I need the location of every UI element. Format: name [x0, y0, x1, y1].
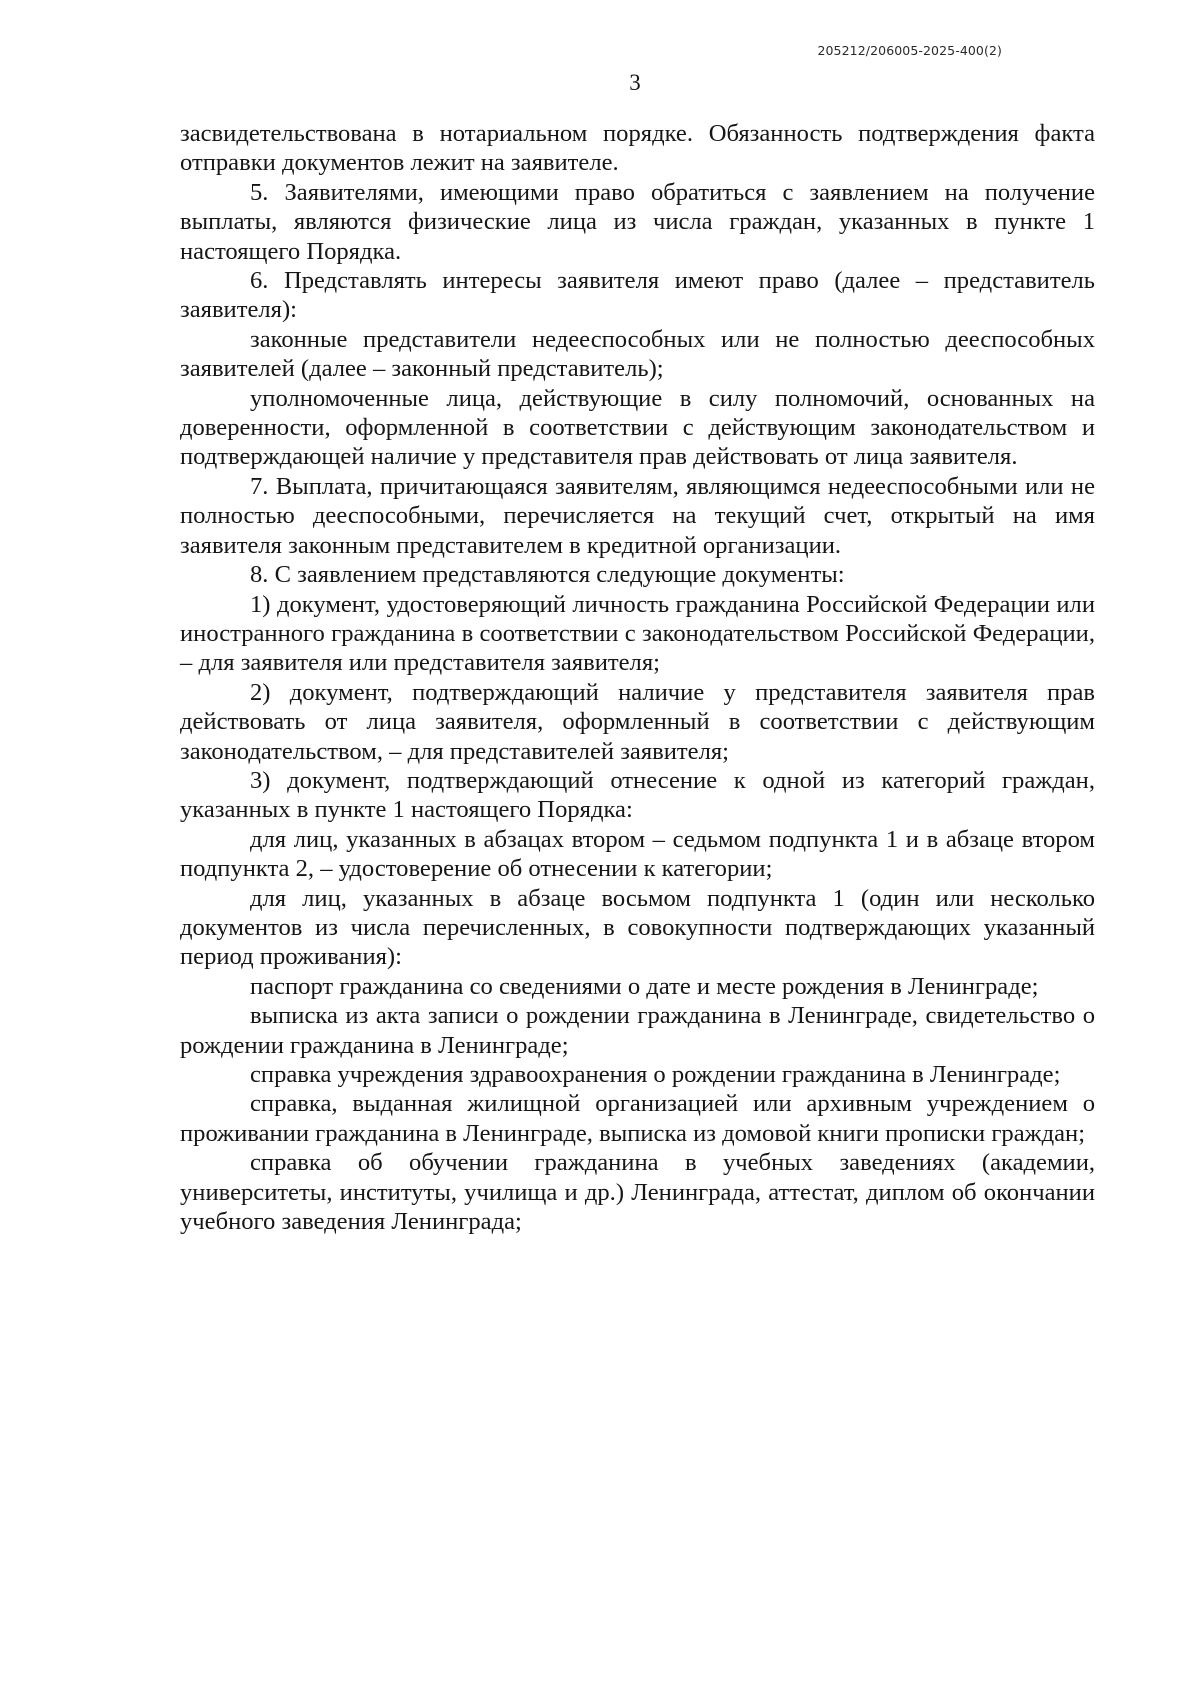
paragraph-health-certificate: справка учреждения здравоохранения о рождении гражданина в Ленинграде; [250, 1061, 1061, 1088]
paragraph-item-5: 5. Заявителями, имеющими право обратиться с заявлением на получение выплаты, являются физические лица из числа граждан, указанных в пункте 1 настоящего Порядка. [180, 178, 1095, 265]
paragraph-continuation: засвидетельствована в нотариальном порядке. Обязанность подтверждения факта отправки документов лежит на заявителе. [180, 120, 1095, 177]
paragraph-authorized-persons: уполномоченные лица, действующие в силу полномочий, основанных на доверенности, оформленной в соответствии с действующим законодательством и подтверждающей наличие у представителя прав действовать от лица заявителя. [180, 384, 1095, 471]
page-number: 3 [629, 70, 641, 95]
paragraph-subitem-1: 1) документ, удостоверяющий личность гражданина Российской Федерации или иностранного гражданина в соответствии с законодательством Российской Федерации, – для заявителя или представителя заявителя; [180, 590, 1095, 677]
paragraph-item-6: 6. Представлять интересы заявителя имеют право (далее – представитель заявителя): [180, 267, 1095, 324]
paragraph-item-7: 7. Выплата, причитающаяся заявителям, являющимся недееспособными или не полностью дееспособными, перечисляется на текущий счет, открытый на имя заявителя законным представителем в кредитной организации. [180, 472, 1095, 559]
document-id: 205212/206005-2025-400(2) [817, 43, 1002, 58]
document-body [180, 119, 1095, 1236]
paragraph-item-8: 8. С заявлением представляются следующие документы: [250, 561, 845, 589]
paragraph-housing-certificate: справка, выданная жилищной организацией или архивным учреждением о проживании гражданина в Ленинграде, выписка из домовой книги прописки граждан; [180, 1090, 1095, 1147]
paragraph-subitem-3: 3) документ, подтверждающий отнесение к одной из категорий граждан, указанных в пункте 1 настоящего Порядка: [180, 766, 1095, 824]
paragraph-education-certificate: справка об обучении гражданина в учебных заведениях (академии, университеты, институты, училища и др.) Ленинграда, аттестат, диплом об окончании учебного заведения Ленинграда; [180, 1149, 1095, 1236]
paragraph-residence-documents: для лиц, указанных в абзаце восьмом подпункта 1 (один или несколько документов из числа перечисленных, в совокупности подтверждающих указанный период проживания): [180, 884, 1095, 971]
paragraph-birth-record: выписка из акта записи о рождении гражданина в Ленинграде, свидетельство о рождении гражданина в Ленинграде; [180, 1002, 1095, 1059]
paragraph-subitem-2: 2) документ, подтверждающий наличие у представителя заявителя прав действовать от лица заявителя, оформленный в соответствии с действующим законодательством, – для представителей заявителя; [180, 678, 1095, 765]
paragraph-passport: паспорт гражданина со сведениями о дате и месте рождения в Ленинграде; [250, 972, 1039, 1000]
paragraph-category-certificate: для лиц, указанных в абзацах втором – седьмом подпункта 1 и в абзаце втором подпункта 2, – удостоверение об отнесении к категории; [180, 825, 1095, 883]
paragraph-legal-representatives: законные представители недееспособных или не полностью дееспособных заявителей (далее – законный представитель); [180, 325, 1095, 383]
